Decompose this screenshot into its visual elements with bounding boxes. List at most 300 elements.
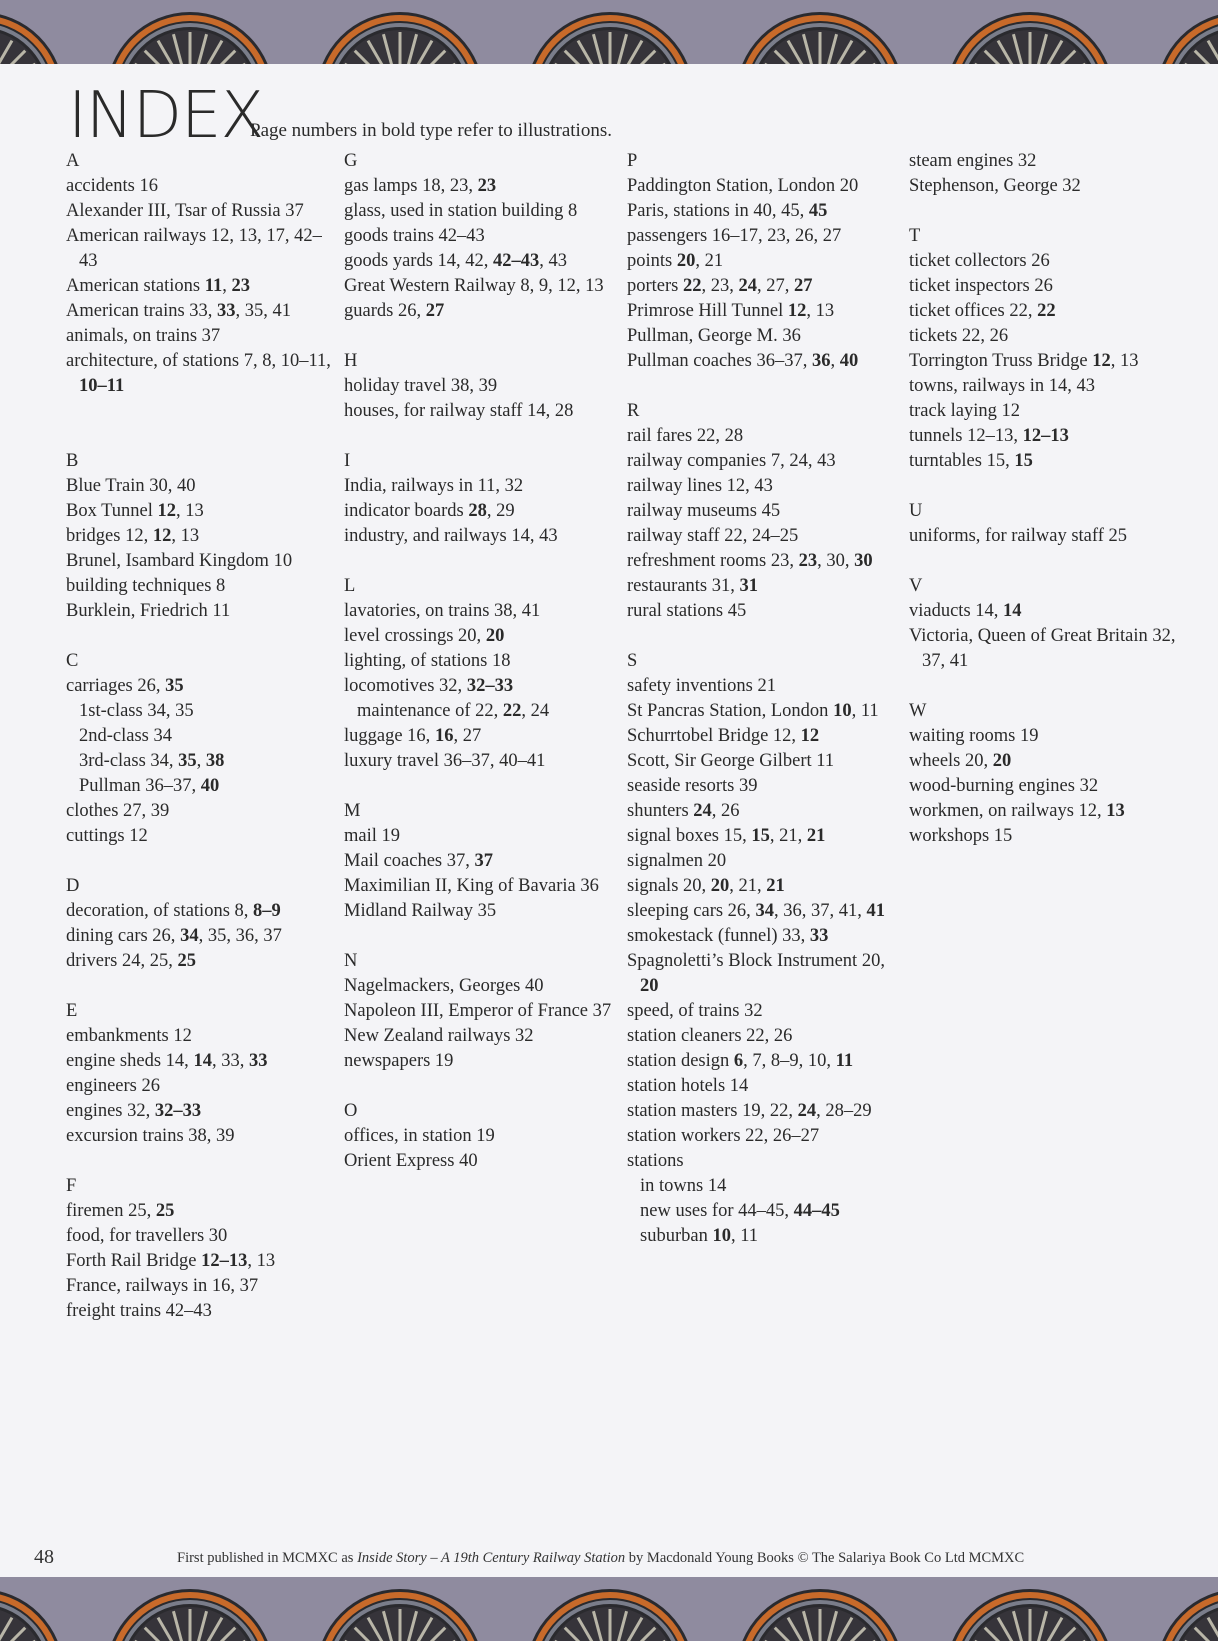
entry-text: ,: [222, 276, 232, 296]
index-entry: [66, 1074, 338, 1099]
illustration-page-ref: 44–45: [793, 1201, 840, 1221]
entry-text: engine sheds 14,: [66, 1051, 194, 1071]
illustration-page-ref: 25: [155, 1201, 175, 1221]
entry-text: accidents 16: [66, 176, 158, 196]
entry-text: Stephenson, George 32: [909, 176, 1081, 196]
section-letter: I: [344, 451, 351, 471]
illustration-page-ref: 22: [683, 276, 702, 296]
index-entry: [66, 599, 338, 624]
entry-text: station hotels 14: [627, 1076, 749, 1096]
index-entry: [627, 799, 899, 824]
index-entry: [627, 999, 899, 1024]
entry-text: carriages 26,: [66, 676, 166, 696]
illustration-page-ref: 23: [477, 176, 497, 196]
entry-text: , 35, 41: [235, 301, 292, 321]
entry-text: Victoria, Queen of Great Britain 32, 37, 41: [909, 626, 1176, 671]
index-entry: [909, 424, 1181, 449]
entry-text: new uses for 44–45,: [640, 1201, 794, 1221]
entry-text: lighting, of stations 18: [344, 651, 511, 671]
index-entry: [66, 1049, 338, 1074]
index-entry: [909, 274, 1181, 299]
section-letter: H: [344, 351, 358, 371]
spacer: [66, 1149, 338, 1174]
index-entry: [909, 749, 1181, 774]
entry-text: Pullman 36–37,: [79, 776, 201, 796]
section-letter: L: [344, 576, 356, 596]
entry-text: Paddington Station, London 20: [627, 176, 859, 196]
index-entry: [909, 399, 1181, 424]
entry-text: , 7, 8–9, 10,: [743, 1051, 836, 1071]
entry-text: railway staff 22, 24–25: [627, 526, 799, 546]
entry-text: glass, used in station building 8: [344, 201, 578, 221]
wheel-pattern-bottom: [0, 1577, 1218, 1641]
entry-text: Great Western Railway 8, 9, 12, 13: [344, 276, 604, 296]
index-entry: [627, 1024, 899, 1049]
illustration-page-ref: 33: [217, 301, 236, 321]
spacer: [344, 549, 616, 574]
index-entry: [627, 424, 899, 449]
entry-text: maintenance of 22,: [357, 701, 503, 721]
index-entry: [66, 274, 338, 299]
illustration-page-ref: 15: [1014, 451, 1033, 471]
entry-text: Mail coaches 37,: [344, 851, 475, 871]
entry-text: Scott, Sir George Gilbert 11: [627, 751, 835, 771]
index-entry: [627, 874, 899, 899]
entry-text: restaurants 31,: [627, 576, 740, 596]
entry-text: houses, for railway staff 14, 28: [344, 401, 574, 421]
index-entry: [344, 274, 616, 299]
entry-text: suburban: [640, 1226, 713, 1246]
entry-text: Napoleon III, Emperor of France 37: [344, 1001, 612, 1021]
illustration-page-ref: 22: [502, 701, 522, 721]
illustration-page-ref: 45: [808, 201, 828, 221]
entry-text: Pullman, George M. 36: [627, 326, 801, 346]
index-entry: [909, 324, 1181, 349]
entry-text: , 21,: [729, 876, 767, 896]
entry-text: , 35, 36, 37: [198, 926, 282, 946]
index-entry: [344, 399, 616, 424]
entry-text: firemen 25,: [66, 1201, 156, 1221]
index-column-2: [344, 149, 616, 1174]
wheel-pattern-top: [0, 0, 1218, 64]
entry-text: station cleaners 22, 26: [627, 1026, 793, 1046]
index-entry: [66, 949, 338, 974]
entry-text: New Zealand railways 32: [344, 1026, 534, 1046]
entry-text: , 23,: [701, 276, 739, 296]
illustration-page-ref: 31: [739, 576, 759, 596]
entry-text: dining cars 26,: [66, 926, 181, 946]
illustration-page-ref: 33: [248, 1051, 268, 1071]
index-entry: [909, 824, 1181, 849]
entry-text: indicator boards: [344, 501, 469, 521]
index-entry: [344, 874, 616, 899]
entry-text: Brunel, Isambard Kingdom 10: [66, 551, 293, 571]
index-entry: [66, 474, 338, 499]
page-title: INDEX: [68, 79, 264, 153]
index-entry: [66, 174, 338, 199]
index-entry: [627, 1124, 899, 1149]
index-entry: [627, 674, 899, 699]
spacer: [909, 199, 1181, 224]
illustration-page-ref: 36: [811, 351, 831, 371]
entry-text: tickets 22, 26: [909, 326, 1009, 346]
index-entry: [627, 949, 899, 999]
index-subentry: [627, 1174, 899, 1199]
entry-text: , 36, 37, 41,: [773, 901, 867, 921]
entry-text: bridges 12,: [66, 526, 153, 546]
section-letter: W: [909, 701, 927, 721]
entry-text: signals 20,: [627, 876, 711, 896]
index-subentry: [66, 699, 338, 724]
entry-text: mail 19: [344, 826, 401, 846]
section-letter: N: [344, 951, 358, 971]
index-entry: [909, 299, 1181, 324]
footer-book-title: Inside Story – A 19th Century Railway Station: [357, 1550, 626, 1566]
illustration-page-ref: 20: [485, 626, 505, 646]
illustration-page-ref: 8–9: [253, 901, 281, 921]
spacer: [344, 424, 616, 449]
index-entry: [909, 349, 1181, 374]
entry-text: Box Tunnel: [66, 501, 158, 521]
index-entry: [344, 1024, 616, 1049]
entry-text: luxury travel 36–37, 40–41: [344, 751, 546, 771]
entry-text: track laying 12: [909, 401, 1020, 421]
illustration-page-ref: 28: [468, 501, 487, 521]
spacer: [344, 774, 616, 799]
index-entry: [627, 174, 899, 199]
index-entry: [66, 524, 338, 549]
entry-text: St Pancras Station, London: [627, 701, 834, 721]
spacer: [66, 399, 338, 449]
index-entry: [66, 1224, 338, 1249]
index-entry: [627, 274, 899, 299]
entry-text: clothes 27, 39: [66, 801, 170, 821]
index-entry: [66, 674, 338, 699]
entry-text: refreshment rooms 23,: [627, 551, 799, 571]
illustration-page-ref: 32–33: [154, 1101, 202, 1121]
entry-text: American stations: [66, 276, 205, 296]
entry-text: Forth Rail Bridge: [66, 1251, 202, 1271]
entry-text: level crossings 20,: [344, 626, 486, 646]
index-entry: [66, 1249, 338, 1274]
illustration-page-ref: 12: [800, 726, 820, 746]
illustration-page-ref: 24: [693, 801, 712, 821]
entry-text: Primrose Hill Tunnel: [627, 301, 788, 321]
entry-text: workmen, on railways 12,: [909, 801, 1107, 821]
index-entry: [627, 324, 899, 349]
spacer: [344, 924, 616, 949]
illustration-page-ref: 10: [712, 1226, 731, 1246]
index-entry: [344, 524, 616, 549]
illustration-page-ref: 38: [205, 751, 225, 771]
entry-text: , 30,: [817, 551, 855, 571]
entry-text: station design: [627, 1051, 734, 1071]
index-entry: [909, 174, 1181, 199]
entry-text: Nagelmackers, Georges 40: [344, 976, 544, 996]
entry-text: , 27,: [757, 276, 794, 296]
entry-text: ticket inspectors 26: [909, 276, 1053, 296]
illustration-page-ref: 40: [839, 351, 859, 371]
illustration-page-ref: 12: [157, 501, 177, 521]
entry-text: luggage 16,: [344, 726, 435, 746]
entry-text: freight trains 42–43: [66, 1301, 212, 1321]
section-letter: S: [627, 651, 638, 671]
entry-text: lavatories, on trains 38, 41: [344, 601, 541, 621]
entry-text: stations: [627, 1151, 684, 1171]
index-entry: [66, 824, 338, 849]
entry-text: towns, railways in 14, 43: [909, 376, 1096, 396]
entry-text: excursion trains 38, 39: [66, 1126, 235, 1146]
index-entry: [627, 449, 899, 474]
illustration-page-ref: 23: [798, 551, 818, 571]
index-entry: [66, 224, 338, 274]
entry-text: seaside resorts 39: [627, 776, 758, 796]
entry-text: Paris, stations in 40, 45,: [627, 201, 809, 221]
entry-text: drivers 24, 25,: [66, 951, 178, 971]
index-entry: [627, 599, 899, 624]
illustration-page-ref: 40: [200, 776, 220, 796]
illustration-page-ref: 20: [710, 876, 730, 896]
illustration-page-ref: 41: [866, 901, 885, 921]
entry-text: , 13: [176, 501, 204, 521]
spacer: [344, 1074, 616, 1099]
index-entry: [344, 674, 616, 699]
publication-footer: [177, 1550, 1024, 1567]
index-entry: [344, 299, 616, 324]
illustration-page-ref: 14: [1003, 601, 1022, 621]
entry-text: points: [627, 251, 677, 271]
illustration-page-ref: 20: [640, 976, 659, 996]
index-entry: [627, 349, 899, 374]
section-letter: G: [344, 151, 358, 171]
index-page: [0, 64, 1218, 1577]
entry-text: 1st-class 34, 35: [79, 701, 194, 721]
illustration-page-ref: 35: [165, 676, 184, 696]
illustration-page-ref: 12: [152, 526, 172, 546]
index-entry: [909, 724, 1181, 749]
entry-text: Torrington Truss Bridge: [909, 351, 1093, 371]
entry-text: , 11: [730, 1226, 759, 1246]
index-column-4: [909, 149, 1181, 849]
index-entry: [344, 1049, 616, 1074]
index-entry: [909, 599, 1181, 624]
entry-text: embankments 12: [66, 1026, 192, 1046]
index-entry: [344, 1149, 616, 1174]
section-letter: B: [66, 451, 79, 471]
illustration-page-ref: 20: [992, 751, 1012, 771]
index-entry: [627, 299, 899, 324]
entry-text: industry, and railways 14, 43: [344, 526, 558, 546]
section-letter: E: [66, 1001, 78, 1021]
entry-text: sleeping cars 26,: [627, 901, 756, 921]
entry-text: , 21: [695, 251, 724, 271]
entry-text: locomotives 32,: [344, 676, 467, 696]
index-entry: [344, 849, 616, 874]
illustration-page-ref: 11: [204, 276, 223, 296]
entry-text: American railways 12, 13, 17, 42–43: [66, 226, 322, 271]
illustration-page-ref: 22: [1037, 301, 1056, 321]
section-letter: U: [909, 501, 923, 521]
entry-text: architecture, of stations 7, 8, 10–11,: [66, 351, 331, 371]
entry-text: building techniques 8: [66, 576, 226, 596]
index-entry: [627, 724, 899, 749]
index-entry: [344, 249, 616, 274]
spacer: [66, 849, 338, 874]
entry-text: safety inventions 21: [627, 676, 777, 696]
index-column-3: [627, 149, 899, 1249]
entry-text: steam engines 32: [909, 151, 1037, 171]
entry-text: Alexander III, Tsar of Russia 37: [66, 201, 304, 221]
entry-text: speed, of trains 32: [627, 1001, 763, 1021]
illustration-page-ref: 14: [193, 1051, 212, 1071]
index-entry: [627, 249, 899, 274]
entry-text: , 13: [1110, 351, 1139, 371]
index-entry: [909, 449, 1181, 474]
spacer: [909, 674, 1181, 699]
index-entry: [344, 974, 616, 999]
entry-text: porters: [627, 276, 683, 296]
index-entry: [909, 774, 1181, 799]
entry-text: Maximilian II, King of Bavaria 36: [344, 876, 599, 896]
index-entry: [66, 574, 338, 599]
index-subentry: [66, 774, 338, 799]
index-entry: [627, 749, 899, 774]
illustration-page-ref: 23: [231, 276, 250, 296]
entry-text: , 21,: [769, 826, 807, 846]
index-entry: [909, 624, 1181, 674]
entry-text: station masters 19, 22,: [627, 1101, 798, 1121]
illustration-page-ref: 33: [809, 926, 829, 946]
index-entry: [627, 899, 899, 924]
illustration-page-ref: 27: [794, 276, 813, 296]
index-entry: [344, 199, 616, 224]
index-entry: [344, 599, 616, 624]
entry-text: uniforms, for railway staff 25: [909, 526, 1128, 546]
index-entry: [627, 199, 899, 224]
index-entry: [627, 549, 899, 574]
index-entry: [66, 1024, 338, 1049]
illustration-page-ref: 35: [178, 751, 197, 771]
spacer: [627, 624, 899, 649]
entry-text: engines 32,: [66, 1101, 155, 1121]
entry-text: ticket offices 22,: [909, 301, 1038, 321]
section-letter: D: [66, 876, 80, 896]
spacer: [909, 549, 1181, 574]
illustration-page-ref: 25: [177, 951, 196, 971]
entry-text: , 24: [521, 701, 550, 721]
entry-text: , 13: [171, 526, 200, 546]
entry-text: railway museums 45: [627, 501, 781, 521]
section-letter: M: [344, 801, 361, 821]
index-entry: [66, 1099, 338, 1124]
entry-text: engineers 26: [66, 1076, 161, 1096]
entry-text: ,: [196, 751, 206, 771]
decorative-wheel-band-bottom: [0, 1577, 1218, 1641]
entry-text: Burklein, Friedrich 11: [66, 601, 231, 621]
index-entry: [627, 224, 899, 249]
index-column-1: [66, 149, 338, 1324]
section-letter: R: [627, 401, 640, 421]
entry-text: wheels 20,: [909, 751, 993, 771]
spacer: [909, 474, 1181, 499]
index-entry: [627, 774, 899, 799]
spacer: [627, 374, 899, 399]
entry-text: turntables 15,: [909, 451, 1015, 471]
index-entry: [627, 824, 899, 849]
entry-text: smokestack (funnel) 33,: [627, 926, 810, 946]
entry-text: American trains 33,: [66, 301, 218, 321]
entry-text: rail fares 22, 28: [627, 426, 744, 446]
illustration-page-ref: 11: [835, 1051, 854, 1071]
illustration-page-ref: 24: [738, 276, 757, 296]
entry-text: rural stations 45: [627, 601, 747, 621]
entry-text: , 28–29: [816, 1101, 872, 1121]
entry-text: Schurrtobel Bridge 12,: [627, 726, 801, 746]
entry-text: France, railways in 16, 37: [66, 1276, 259, 1296]
index-entry: [344, 174, 616, 199]
index-entry: [66, 549, 338, 574]
index-entry: [344, 374, 616, 399]
entry-text: , 29: [486, 501, 515, 521]
illustration-page-ref: 24: [797, 1101, 817, 1121]
illustration-page-ref: 21: [806, 826, 826, 846]
entry-text: ticket collectors 26: [909, 251, 1050, 271]
index-entry: [344, 1124, 616, 1149]
index-subentry: [66, 724, 338, 749]
index-entry: [344, 499, 616, 524]
index-entry: [909, 149, 1181, 174]
entry-text: Blue Train 30, 40: [66, 476, 196, 496]
section-letter: F: [66, 1176, 77, 1196]
index-entry: [344, 899, 616, 924]
index-entry: [344, 749, 616, 774]
illustration-page-ref: 12–13: [1022, 426, 1069, 446]
entry-text: India, railways in 11, 32: [344, 476, 524, 496]
index-entry: [627, 1049, 899, 1074]
index-entry: [66, 199, 338, 224]
illustration-page-ref: 21: [766, 876, 785, 896]
section-letter: P: [627, 151, 638, 171]
entry-text: station workers 22, 26–27: [627, 1126, 820, 1146]
entry-text: 2nd-class 34: [79, 726, 172, 746]
index-entry: [627, 1074, 899, 1099]
decorative-wheel-band-top: [0, 0, 1218, 64]
section-letter: V: [909, 576, 923, 596]
entry-text: ,: [830, 351, 840, 371]
index-entry: [66, 499, 338, 524]
entry-text: animals, on trains 37: [66, 326, 221, 346]
page-number: 48: [34, 1546, 54, 1568]
index-entry: [344, 999, 616, 1024]
illustration-page-ref: 27: [425, 301, 445, 321]
illustration-page-ref: 42–43: [493, 251, 540, 271]
entry-text: , 13: [806, 301, 835, 321]
section-letter: A: [66, 151, 80, 171]
footer-suffix: by Macdonald Young Books © The Salariya Book Co Ltd MCMXC: [625, 1550, 1025, 1566]
illustration-page-ref: 30: [854, 551, 873, 571]
index-entry: [909, 524, 1181, 549]
illustration-page-ref: 13: [1106, 801, 1125, 821]
entry-text: , 43: [539, 251, 568, 271]
spacer: [344, 324, 616, 349]
index-subentry: [627, 1224, 899, 1249]
index-subentry: [344, 699, 616, 724]
index-entry: [344, 474, 616, 499]
entry-text: signal boxes 15,: [627, 826, 752, 846]
index-entry: [627, 924, 899, 949]
entry-text: railway companies 7, 24, 43: [627, 451, 836, 471]
illustration-page-ref: 6: [733, 1051, 744, 1071]
